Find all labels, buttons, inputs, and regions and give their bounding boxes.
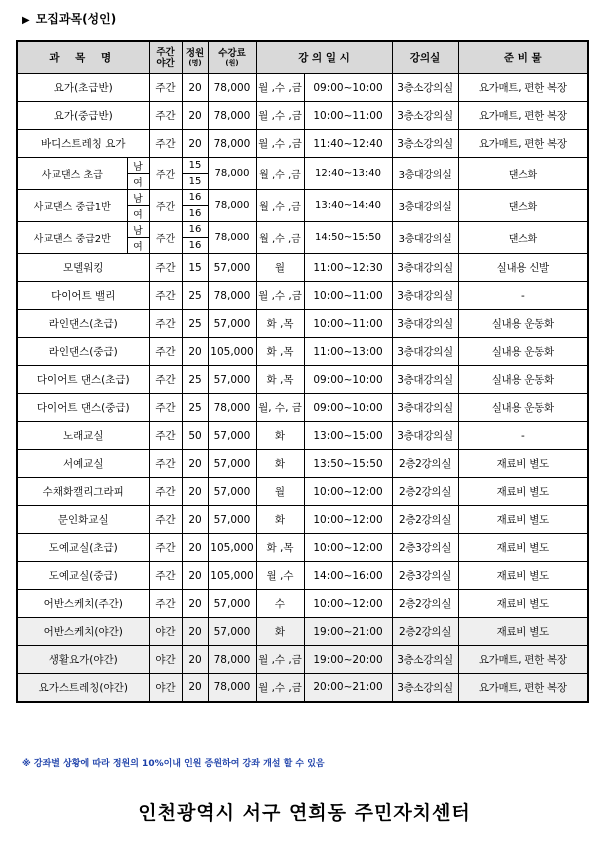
time: 13:00~15:00 — [304, 422, 392, 450]
table-row — [17, 674, 588, 702]
room: 3층대강의실 — [392, 366, 458, 394]
table-row — [17, 222, 588, 238]
table-header-row — [17, 41, 588, 74]
time: 10:00~11:00 — [304, 102, 392, 130]
room: 3층소강의실 — [392, 646, 458, 674]
table-row — [17, 394, 588, 422]
room: 3층대강의실 — [392, 310, 458, 338]
days: 화 — [256, 422, 304, 450]
days: 화 ,목 — [256, 534, 304, 562]
days: 월 ,수 ,금 — [256, 74, 304, 102]
prep: 재료비 별도 — [458, 590, 588, 618]
room: 3층대강의실 — [392, 254, 458, 282]
capacity-female: 16 — [182, 206, 208, 222]
table-row — [17, 74, 588, 102]
room: 3층대강의실 — [392, 282, 458, 310]
fee: 57,000 — [208, 366, 256, 394]
capacity-male: 15 — [182, 158, 208, 174]
triangle-bullet-icon: ▶ — [22, 15, 30, 26]
days: 월 ,수 ,금 — [256, 102, 304, 130]
capacity: 20 — [182, 338, 208, 366]
session: 주간 — [149, 190, 182, 222]
table-row — [17, 534, 588, 562]
room: 2층2강의실 — [392, 478, 458, 506]
time: 12:40~13:40 — [304, 158, 392, 190]
prep: 실내용 신발 — [458, 254, 588, 282]
time: 19:00~21:00 — [304, 618, 392, 646]
section-title-text: 모집과목(성인) — [35, 12, 117, 26]
prep: 실내용 운동화 — [458, 394, 588, 422]
course-name: 문인화교실 — [17, 506, 149, 534]
fee: 78,000 — [208, 190, 256, 222]
prep: 요가매트, 편한 복장 — [458, 74, 588, 102]
table-row — [17, 366, 588, 394]
session: 주간 — [149, 310, 182, 338]
course-name: 사교댄스 중급1반 — [17, 190, 127, 222]
time: 10:00~12:00 — [304, 590, 392, 618]
time: 09:00~10:00 — [304, 74, 392, 102]
capacity: 15 — [182, 254, 208, 282]
time: 14:00~16:00 — [304, 562, 392, 590]
room: 3층대강의실 — [392, 222, 458, 254]
capacity: 25 — [182, 310, 208, 338]
days: 수 — [256, 590, 304, 618]
course-name: 바디스트레칭 요가 — [17, 130, 149, 158]
room: 3층대강의실 — [392, 158, 458, 190]
capacity: 20 — [182, 674, 208, 702]
footnote: ※ 강좌별 상황에 따라 정원의 10%이내 인원 증원하여 강좌 개설 할 수 있음 — [22, 759, 325, 769]
session: 주간 — [149, 254, 182, 282]
days: 월 ,수 ,금 — [256, 282, 304, 310]
room: 2층2강의실 — [392, 590, 458, 618]
days: 월 ,수 — [256, 562, 304, 590]
days: 월 ,수 ,금 — [256, 130, 304, 158]
room: 3층대강의실 — [392, 422, 458, 450]
time: 10:00~11:00 — [304, 282, 392, 310]
time: 09:00~10:00 — [304, 394, 392, 422]
room: 3층소강의실 — [392, 74, 458, 102]
gender-male: 남 — [127, 190, 149, 206]
fee: 78,000 — [208, 646, 256, 674]
gender-male: 남 — [127, 222, 149, 238]
session: 주간 — [149, 282, 182, 310]
days: 월 — [256, 478, 304, 506]
room: 3층소강의실 — [392, 674, 458, 702]
table-row — [17, 190, 588, 206]
prep: 재료비 별도 — [458, 618, 588, 646]
fee: 57,000 — [208, 450, 256, 478]
prep: 요가매트, 편한 복장 — [458, 102, 588, 130]
course-name: 도예교실(초급) — [17, 534, 149, 562]
fee: 57,000 — [208, 310, 256, 338]
days: 월 ,수 ,금 — [256, 222, 304, 254]
capacity: 20 — [182, 562, 208, 590]
days: 화 — [256, 450, 304, 478]
gender-male: 남 — [127, 158, 149, 174]
prep: 실내용 운동화 — [458, 310, 588, 338]
course-name: 서예교실 — [17, 450, 149, 478]
header-fee — [208, 41, 256, 74]
time: 14:50~15:50 — [304, 222, 392, 254]
session: 야간 — [149, 618, 182, 646]
days: 화 ,목 — [256, 366, 304, 394]
time: 19:00~20:00 — [304, 646, 392, 674]
capacity: 25 — [182, 366, 208, 394]
session: 주간 — [149, 590, 182, 618]
time: 09:00~10:00 — [304, 366, 392, 394]
fee: 78,000 — [208, 102, 256, 130]
table-row — [17, 590, 588, 618]
fee: 105,000 — [208, 562, 256, 590]
course-name: 수채화캘리그라피 — [17, 478, 149, 506]
course-schedule-table — [16, 40, 589, 703]
time: 10:00~11:00 — [304, 310, 392, 338]
course-name: 요가스트레칭(야간) — [17, 674, 149, 702]
course-name: 라인댄스(초급) — [17, 310, 149, 338]
capacity: 20 — [182, 506, 208, 534]
prep: 실내용 운동화 — [458, 366, 588, 394]
gender-female: 여 — [127, 174, 149, 190]
table-row — [17, 422, 588, 450]
capacity: 25 — [182, 282, 208, 310]
fee: 78,000 — [208, 222, 256, 254]
fee: 105,000 — [208, 534, 256, 562]
prep: 재료비 별도 — [458, 478, 588, 506]
table-row — [17, 646, 588, 674]
course-name: 다이어트 밸리 — [17, 282, 149, 310]
session: 주간 — [149, 222, 182, 254]
session: 주간 — [149, 130, 182, 158]
days: 화 ,목 — [256, 310, 304, 338]
prep: - — [458, 422, 588, 450]
time: 11:00~12:30 — [304, 254, 392, 282]
table-row — [17, 158, 588, 174]
capacity-female: 15 — [182, 174, 208, 190]
organization-name: 인천광역시 서구 연희동 주민자치센터 — [138, 802, 471, 824]
session: 주간 — [149, 338, 182, 366]
section-title — [22, 10, 116, 27]
session: 주간 — [149, 422, 182, 450]
prep: 요가매트, 편한 복장 — [458, 130, 588, 158]
time: 13:50~15:50 — [304, 450, 392, 478]
room: 3층대강의실 — [392, 394, 458, 422]
course-name: 도예교실(중급) — [17, 562, 149, 590]
prep: 실내용 운동화 — [458, 338, 588, 366]
course-name: 생활요가(야간) — [17, 646, 149, 674]
capacity-female: 16 — [182, 238, 208, 254]
header-fee-label: 수강료 — [218, 48, 246, 59]
session: 주간 — [149, 478, 182, 506]
days: 화 ,목 — [256, 338, 304, 366]
time: 11:40~12:40 — [304, 130, 392, 158]
fee: 57,000 — [208, 590, 256, 618]
session: 주간 — [149, 534, 182, 562]
fee: 78,000 — [208, 130, 256, 158]
time: 13:40~14:40 — [304, 190, 392, 222]
header-fee-unit: (원) — [225, 59, 239, 67]
room: 2층2강의실 — [392, 450, 458, 478]
days: 월, 수, 금 — [256, 394, 304, 422]
fee: 57,000 — [208, 478, 256, 506]
course-name: 사교댄스 초급 — [17, 158, 127, 190]
course-name: 요가(초급반) — [17, 74, 149, 102]
table-row — [17, 450, 588, 478]
days: 월 ,수 ,금 — [256, 190, 304, 222]
capacity: 50 — [182, 422, 208, 450]
course-name: 요가(중급반) — [17, 102, 149, 130]
course-name: 다이어트 댄스(초급) — [17, 366, 149, 394]
session: 야간 — [149, 674, 182, 702]
table-row — [17, 338, 588, 366]
session: 주간 — [149, 562, 182, 590]
session: 주간 — [149, 158, 182, 190]
course-name: 사교댄스 중급2반 — [17, 222, 127, 254]
header-capacity-unit: (명) — [188, 59, 202, 67]
table-row — [17, 506, 588, 534]
header-room: 강의실 — [392, 41, 458, 74]
prep: 댄스화 — [458, 190, 588, 222]
days: 월 ,수 ,금 — [256, 158, 304, 190]
session: 주간 — [149, 74, 182, 102]
course-name: 다이어트 댄스(중급) — [17, 394, 149, 422]
days: 월 ,수 ,금 — [256, 674, 304, 702]
capacity-male: 16 — [182, 222, 208, 238]
capacity: 20 — [182, 646, 208, 674]
time: 20:00~21:00 — [304, 674, 392, 702]
session: 주간 — [149, 366, 182, 394]
fee: 78,000 — [208, 158, 256, 190]
capacity: 25 — [182, 394, 208, 422]
capacity: 20 — [182, 450, 208, 478]
prep: 재료비 별도 — [458, 562, 588, 590]
course-name: 어반스케치(야간) — [17, 618, 149, 646]
course-name: 노래교실 — [17, 422, 149, 450]
fee: 57,000 — [208, 422, 256, 450]
time: 11:00~13:00 — [304, 338, 392, 366]
table-row — [17, 130, 588, 158]
room: 3층대강의실 — [392, 338, 458, 366]
room: 3층소강의실 — [392, 130, 458, 158]
room: 3층대강의실 — [392, 190, 458, 222]
capacity: 20 — [182, 130, 208, 158]
capacity: 20 — [182, 478, 208, 506]
capacity: 20 — [182, 74, 208, 102]
course-name: 어반스케치(주간) — [17, 590, 149, 618]
room: 2층2강의실 — [392, 618, 458, 646]
fee: 78,000 — [208, 394, 256, 422]
session: 주간 — [149, 102, 182, 130]
table-row — [17, 102, 588, 130]
table-row — [17, 478, 588, 506]
course-name: 라인댄스(중급) — [17, 338, 149, 366]
fee: 57,000 — [208, 506, 256, 534]
room: 3층소강의실 — [392, 102, 458, 130]
header-session: 주간 야간 — [149, 41, 182, 74]
gender-female: 여 — [127, 238, 149, 254]
prep: 요가매트, 편한 복장 — [458, 646, 588, 674]
table-row — [17, 282, 588, 310]
room: 2층2강의실 — [392, 506, 458, 534]
time: 10:00~12:00 — [304, 478, 392, 506]
time: 10:00~12:00 — [304, 506, 392, 534]
days: 화 — [256, 618, 304, 646]
capacity-male: 16 — [182, 190, 208, 206]
days: 화 — [256, 506, 304, 534]
header-course: 과 목 명 — [17, 41, 149, 74]
fee: 57,000 — [208, 254, 256, 282]
table-row — [17, 618, 588, 646]
prep: 재료비 별도 — [458, 506, 588, 534]
prep: 재료비 별도 — [458, 534, 588, 562]
fee: 78,000 — [208, 74, 256, 102]
session: 주간 — [149, 450, 182, 478]
prep: 댄스화 — [458, 222, 588, 254]
table-row — [17, 254, 588, 282]
days: 월 — [256, 254, 304, 282]
course-name: 모델워킹 — [17, 254, 149, 282]
room: 2층3강의실 — [392, 534, 458, 562]
session: 주간 — [149, 394, 182, 422]
time: 10:00~12:00 — [304, 534, 392, 562]
capacity: 20 — [182, 534, 208, 562]
header-prep: 준 비 물 — [458, 41, 588, 74]
fee: 105,000 — [208, 338, 256, 366]
fee: 78,000 — [208, 282, 256, 310]
capacity: 20 — [182, 102, 208, 130]
fee: 78,000 — [208, 674, 256, 702]
prep: - — [458, 282, 588, 310]
capacity: 20 — [182, 590, 208, 618]
days: 월 ,수 ,금 — [256, 646, 304, 674]
header-capacity-label: 정원 — [185, 48, 205, 59]
header-schedule: 강 의 일 시 — [256, 41, 392, 74]
session: 야간 — [149, 646, 182, 674]
header-capacity — [182, 41, 208, 74]
fee: 57,000 — [208, 618, 256, 646]
table-row — [17, 310, 588, 338]
prep: 재료비 별도 — [458, 450, 588, 478]
session: 주간 — [149, 506, 182, 534]
prep: 댄스화 — [458, 158, 588, 190]
capacity: 20 — [182, 618, 208, 646]
prep: 요가매트, 편한 복장 — [458, 674, 588, 702]
gender-female: 여 — [127, 206, 149, 222]
room: 2층3강의실 — [392, 562, 458, 590]
table-row — [17, 562, 588, 590]
